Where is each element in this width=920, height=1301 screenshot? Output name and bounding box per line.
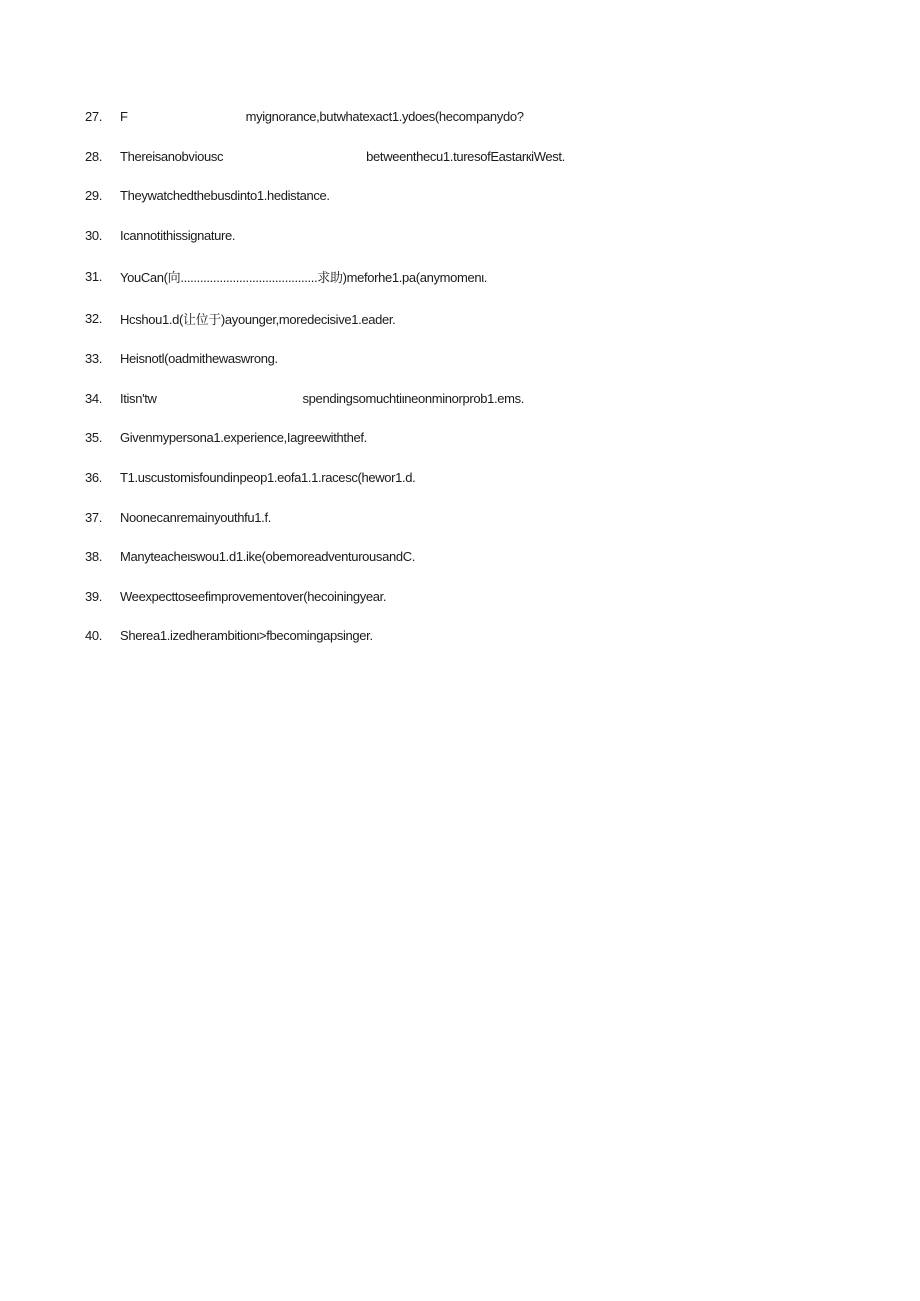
question-34: [85, 388, 524, 408]
question-number: 28.: [85, 148, 103, 164]
question-text: Manyteacheιswou1.d1.ike(obemoreadventurousandC.: [120, 548, 416, 564]
question-text: Givenmypersona1.experience,Iagreewiththef.: [120, 429, 367, 445]
question-33: [85, 348, 278, 368]
question-text-before-blank: F: [120, 108, 128, 124]
question-text: YouCan(向..........................................求助)meforhe1.pa(anymomenι.: [120, 269, 488, 285]
question-number: 34.: [85, 390, 103, 406]
question-number: 36.: [85, 469, 103, 485]
question-36: [85, 467, 415, 487]
question-number: 40.: [85, 627, 103, 643]
question-text: T1.uscustomisfoundinpeop1.eofa1.1.racesc(hewor1.d.: [120, 469, 416, 485]
question-32: [85, 308, 395, 328]
question-number: 35.: [85, 429, 103, 445]
question-40: [85, 625, 373, 645]
question-number: 38.: [85, 548, 103, 564]
question-text: Theywatchedthebusdinto1.hedistance.: [120, 187, 330, 203]
question-number: 27.: [85, 108, 103, 124]
question-38: [85, 546, 415, 566]
question-30: [85, 225, 235, 245]
question-text-after-blank: spendingsomuchtiιneonminorprob1.ems.: [302, 390, 525, 406]
question-text: Sherea1.izedherambitionι>fbecomingapsinger.: [120, 627, 373, 643]
question-number: 33.: [85, 350, 103, 366]
question-text-before-blank: Thereisanobviousc: [120, 148, 224, 164]
question-number: 31.: [85, 268, 103, 284]
question-number: 30.: [85, 227, 103, 243]
question-text: Weexpecttoseefimprovementover(hecoiningyear.: [120, 588, 387, 604]
question-number: 39.: [85, 588, 103, 604]
question-35: [85, 427, 367, 447]
question-text: Icannotithissignature.: [120, 227, 236, 243]
question-28: [85, 146, 565, 166]
question-number: 29.: [85, 187, 103, 203]
question-number: 32.: [85, 310, 103, 326]
question-text-before-blank: Itisn'tw: [120, 390, 157, 406]
question-text-after-blank: betweenthecu1.turesofEastarкiWest.: [366, 148, 565, 164]
question-31: [85, 266, 487, 286]
question-29: [85, 185, 330, 205]
question-text: Noonecanremainyouthfu1.f.: [120, 509, 271, 525]
question-39: [85, 586, 386, 606]
question-number: 37.: [85, 509, 103, 525]
question-text: Hcshou1.d(让位于)ayounger,moredecisive1.eader.: [120, 311, 396, 327]
question-27: [85, 106, 524, 126]
question-text-after-blank: myignorance,butwhatexact1.ydoes(hecompanydo?: [245, 108, 524, 124]
question-37: [85, 507, 271, 527]
question-text: Heisnotl(oadmithewaswrong.: [120, 350, 278, 366]
